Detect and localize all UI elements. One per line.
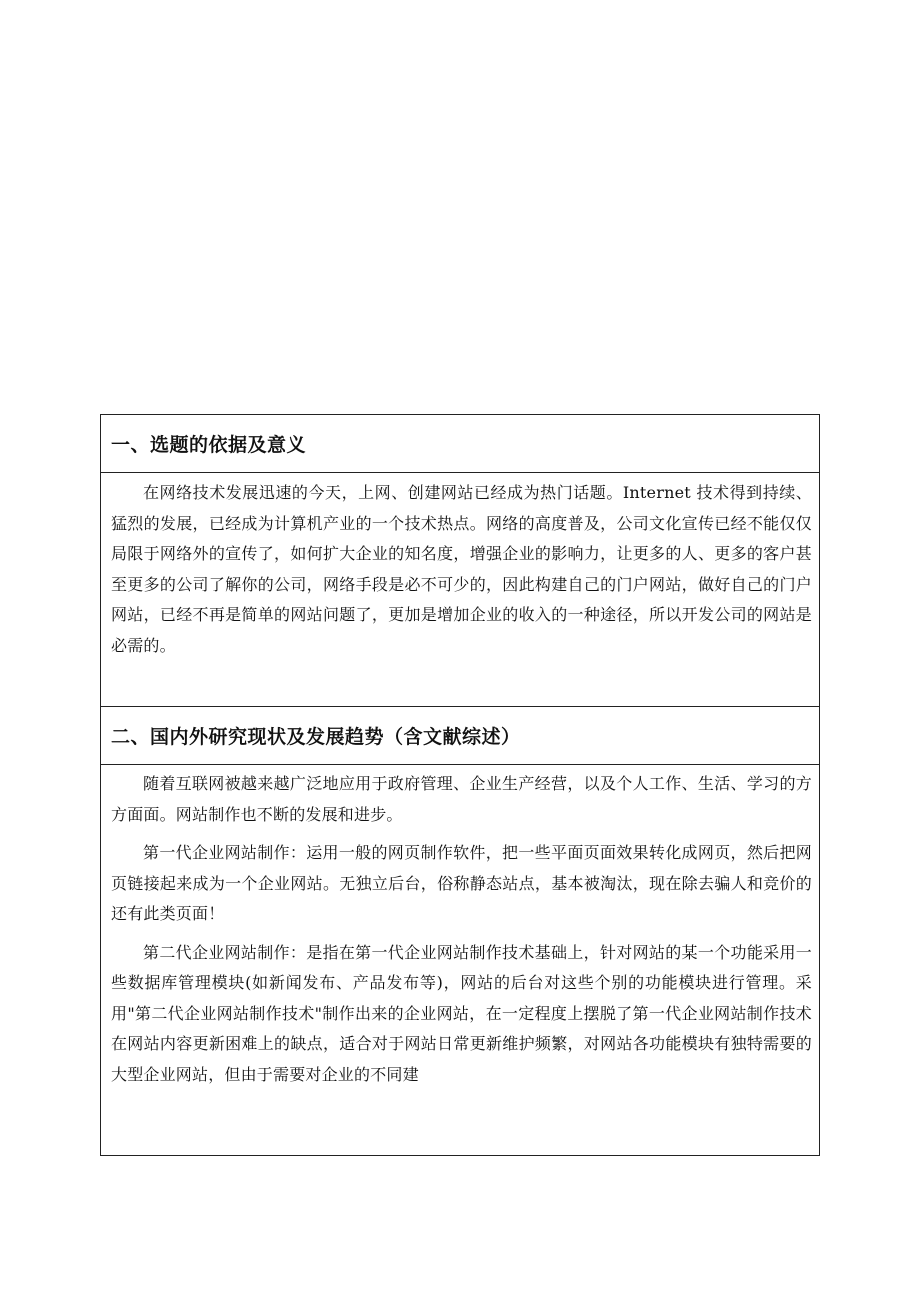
section-body-research-status (101, 765, 819, 1096)
paragraph: 在网络技术发展迅速的今天，上网、创建网站已经成为热门话题。Internet 技术得到持续、猛烈的发展，已经成为计算机产业的一个技术热点。网络的高度普及，公司文化宣传已经不能仅仅局限于网络外的宣传了，如何扩大企业的知名度，增强企业的影响力，让更多的人、更多的客户甚至更多的公司了解你的公司，网络手段是必不可少的，因此构建自己的门户网站，做好自己的门户网站，已经不再是简单的网站问题了，更加是增加企业的收入的一种途径，所以开发公司的网站是必需的。 (111, 483, 812, 655)
paragraph: 第二代企业网站制作：是指在第一代企业网站制作技术基础上，针对网站的某一个功能采用一些数据库管理模块(如新闻发布、产品发布等)，网站的后台对这些个别的功能模块进行管理。采用"第二代企业网站制作技术"制作出来的企业网站，在一定程度上摆脱了第一代企业网站制作技术在网站内容更新困难上的缺点，适合对于网站日常更新维护频繁，对网站各功能模块有独特需要的大型企业网站，但由于需要对企业的不同建 (111, 942, 812, 1084)
paragraph: 随着互联网被越来越广泛地应用于政府管理、企业生产经营，以及个人工作、生活、学习的方方面面。网站制作也不断的发展和进步。 (111, 774, 812, 824)
section-heading-research-status: 二、国内外研究现状及发展趋势（含文献综述） (101, 707, 819, 765)
section-heading-basis: 一、选题的依据及意义 (101, 415, 819, 473)
section-body-basis (101, 473, 819, 707)
proposal-table (100, 414, 820, 1156)
paragraph: 第一代企业网站制作：运用一般的网页制作软件，把一些平面页面效果转化成网页，然后把网页链接起来成为一个企业网站。无独立后台，俗称静态站点，基本被淘汰，现在除去骗人和竞价的还有此类页面！ (111, 843, 812, 923)
